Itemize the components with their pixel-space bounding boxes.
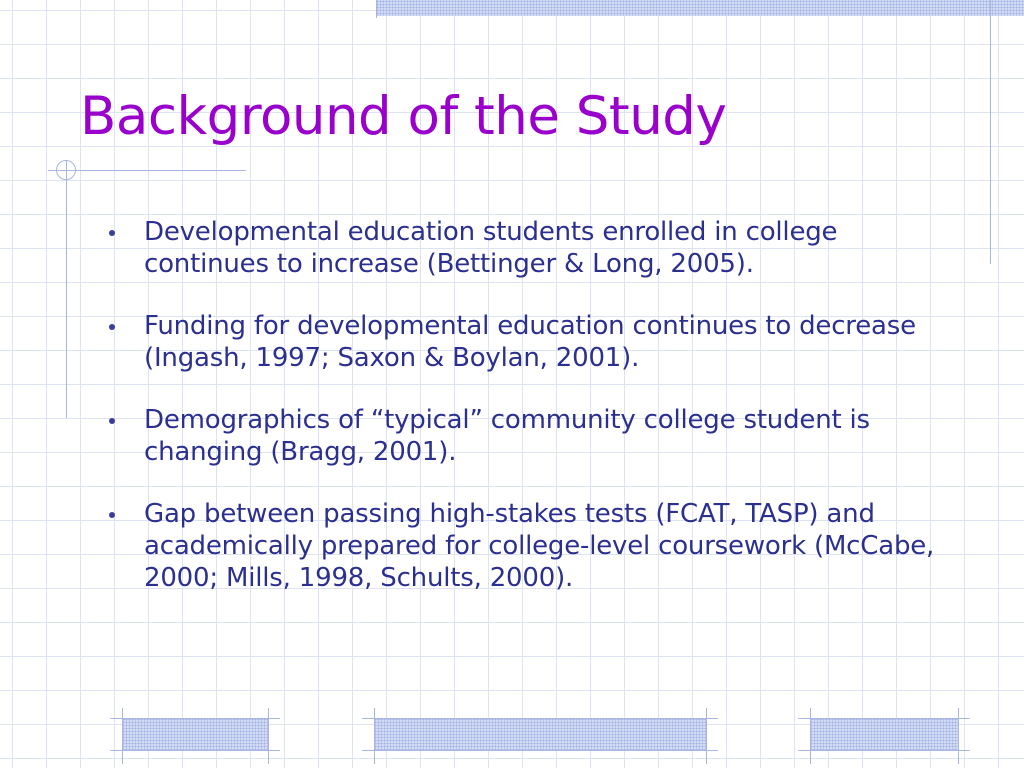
bullet-text: Gap between passing high-stakes tests (FCAT, TASP) and academically prepared for college-level coursework (McCabe, 2000; Mills, 1998, Schults, 2000). (144, 499, 935, 593)
bottom-box-1-right-line (268, 708, 269, 764)
bottom-dotted-box-3 (810, 718, 958, 750)
left-vertical-line (66, 160, 67, 418)
bottom-box-2-bottom-line (362, 750, 718, 751)
bullet-text: Developmental education students enrolled in college continues to increase (Bettinger & Long, 2005). (144, 217, 838, 279)
bullet-dot-icon (109, 324, 115, 330)
bottom-dotted-box-1 (122, 718, 268, 750)
bottom-box-3-top-line (798, 718, 970, 719)
bottom-box-2-right-line (706, 708, 707, 764)
bullet-text: Funding for developmental education continues to decrease (Ingash, 1997; Saxon & Boylan, 2001). (144, 311, 916, 373)
top-right-dotted-band (376, 0, 1024, 16)
bottom-box-3-right-line (958, 708, 959, 764)
bullet-item (107, 216, 967, 280)
right-vertical-line (990, 0, 991, 264)
top-band-vertical-line (376, 0, 377, 18)
bottom-box-2-top-line (362, 718, 718, 719)
slide-title: Background of the Study (80, 86, 727, 147)
crosshair-circle (56, 160, 76, 180)
bottom-box-1-top-line (110, 718, 280, 719)
bottom-box-3-left-line (810, 708, 811, 764)
bullet-list (107, 216, 967, 624)
bullet-dot-icon (109, 512, 115, 518)
bottom-box-1-left-line (122, 708, 123, 764)
bullet-item (107, 498, 967, 594)
bottom-dotted-box-2 (374, 718, 706, 750)
bullet-dot-icon (109, 230, 115, 236)
bottom-box-3-bottom-line (798, 750, 970, 751)
bottom-box-2-left-line (374, 708, 375, 764)
bottom-box-1-bottom-line (110, 750, 280, 751)
bullet-dot-icon (109, 418, 115, 424)
bullet-item (107, 310, 967, 374)
bullet-text: Demographics of “typical” community college student is changing (Bragg, 2001). (144, 405, 870, 467)
bullet-item (107, 404, 967, 468)
title-underline (48, 170, 246, 171)
